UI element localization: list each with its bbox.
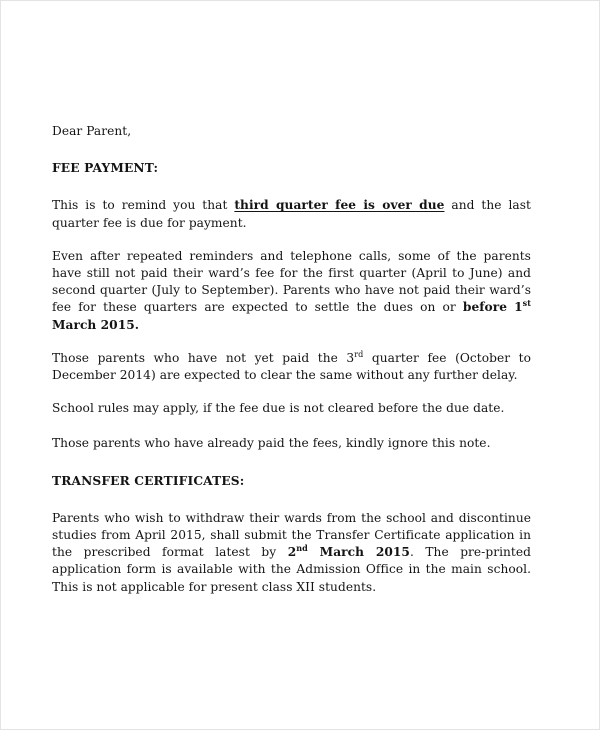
section-heading-fee-payment: FEE PAYMENT: bbox=[52, 161, 159, 176]
ordinal-superscript: rd bbox=[354, 349, 364, 359]
text-run: This is to remind you that bbox=[52, 198, 235, 213]
emphasis-bold: March 2015. bbox=[52, 317, 140, 332]
paragraph-third-quarter bbox=[52, 350, 531, 384]
text-run: School rules may apply, if the fee due is not cleared before the due date. bbox=[52, 401, 505, 416]
paragraph-transfer-certificate bbox=[52, 510, 531, 596]
spacer bbox=[52, 384, 531, 400]
paragraph-fee-reminder bbox=[52, 197, 531, 231]
spacer bbox=[52, 177, 531, 197]
text-run: and the last quarter fee is due for payment. bbox=[52, 198, 531, 230]
emphasis-bold: March 2015 bbox=[307, 545, 410, 560]
spacer bbox=[52, 334, 531, 350]
paragraph-school-rules bbox=[52, 400, 531, 417]
spacer bbox=[52, 453, 531, 473]
text-run: Even after repeated reminders and telephone calls, some of the parents have still not paid their ward’s fee for the first quarter (April to June) and second quarter (July to September). Parents who have not paid their ward’s fee for these quarters are expected to settle the dues on or bbox=[52, 248, 531, 315]
text-run: . The pre-printed application form is available with the Admission Office in the main school. This is not applicable for present class XII students. bbox=[52, 545, 531, 594]
emphasis-bold: 1st bbox=[514, 298, 531, 315]
text-run: 3rd bbox=[346, 349, 364, 365]
text-run: Those parents who have already paid the fees, kindly ignore this note. bbox=[52, 436, 491, 451]
spacer bbox=[52, 490, 531, 510]
text-run: Those parents who have not yet paid the bbox=[52, 350, 347, 365]
spacer bbox=[52, 232, 531, 248]
ordinal-superscript: st bbox=[522, 298, 531, 309]
emphasis-bold: 2nd bbox=[287, 543, 308, 560]
emphasis-bold: before bbox=[462, 300, 507, 315]
section-heading-transfer-certificates: TRANSFER CERTIFICATES: bbox=[52, 473, 245, 488]
document-body bbox=[52, 123, 531, 596]
emphasis-bold-underline: third quarter fee is over due bbox=[234, 198, 445, 213]
text-run: Parents who wish to withdraw their wards from the school and discontinue studies from April 2015, shall submit the Transfer Certificate application in the prescribed format latest by bbox=[52, 510, 531, 560]
ordinal-superscript: nd bbox=[296, 543, 308, 554]
salutation: Dear Parent, bbox=[52, 124, 132, 138]
spacer bbox=[52, 140, 531, 160]
spacer bbox=[52, 417, 531, 435]
text-run: quarter fee (October to December 2014) are expected to clear the same without any further delay. bbox=[52, 350, 531, 383]
paragraph-ignore-note bbox=[52, 435, 531, 452]
paragraph-unpaid-quarters bbox=[52, 248, 531, 334]
